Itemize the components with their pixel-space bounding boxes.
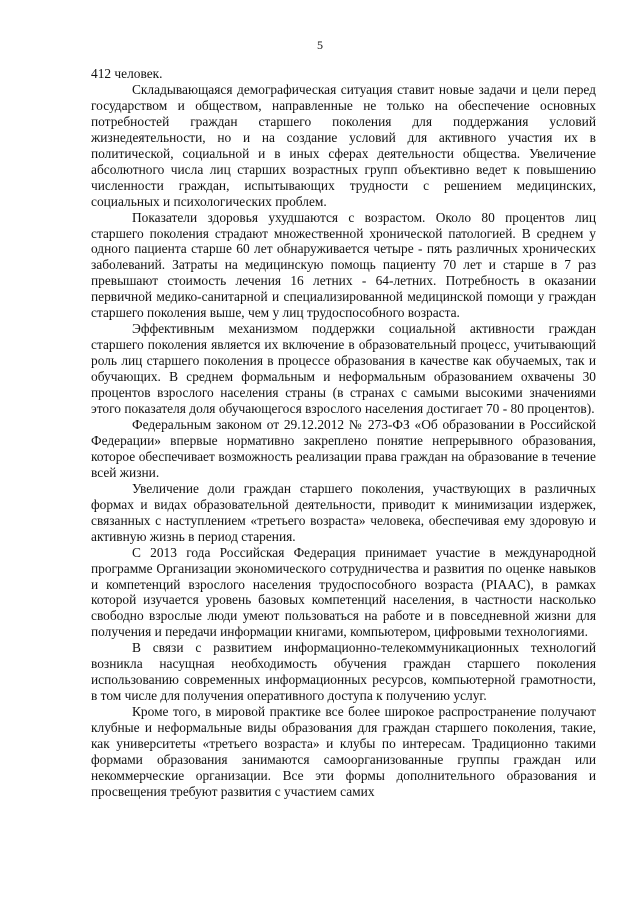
document-body [91, 66, 596, 800]
paragraph-clubs: Кроме того, в мировой практике все более широкое распространение получают клубные и неформальные виды образования для граждан старшего поколения, такие, как университеты «третьего возраста» и клубы по интересам. Традиционно такими формами образования занимаются самоорганизованные группы граждан или некоммерческие организации. Все эти формы дополнительного образования и просвещения требуют развития с участием самих [91, 704, 596, 799]
paragraph-social-activity: Эффективным механизмом поддержки социальной активности граждан старшего поколения является их включение в образовательный процесс, учитывающий роль лиц старшего поколения в процессе образования в качестве как обучаемых, так и обучающих. В среднем формальным и неформальным образованием охвачены 30 процентов взрослого населения страны (в странах с самыми высокими значениями этого показателя доля обучающегося взрослого населения достигает 70 - 80 процентов). [91, 321, 596, 417]
paragraph-health-indicators: Показатели здоровья ухудшаются с возрастом. Около 80 процентов лиц старшего поколения страдают множественной хронической патологией. В среднем у одного пациента старше 60 лет обнаруживается четыре - пять различных хронических заболеваний. Затраты на медицинскую помощь пациенту 70 лет и старше в 7 раз превышают стоимость лечения 16 летних - 64-летних. Потребность в оказании первичной медико-санитарной и специализированной медицинской помощи у граждан старшего поколения выше, чем у лиц трудоспособного возраста. [91, 209, 596, 321]
paragraph-ict: В связи с развитием информационно-телекоммуникационных технологий возникла насущная необходимость обучения граждан старшего поколения использованию современных информационных ресурсов, компьютерной грамотности, в том числе для получения оперативного доступа к получению услуг. [91, 640, 596, 704]
paragraph-federal-law: Федеральным законом от 29.12.2012 № 273-ФЗ «Об образовании в Российской Федерации» впервые нормативно закреплено понятие непрерывного образования, которое обеспечивает возможность реализации права граждан на образование в течение всей жизни. [91, 416, 596, 480]
page-number: 5 [317, 38, 323, 52]
paragraph-continuation: 412 человек. [91, 66, 163, 81]
paragraph-demographic-situation: Складывающаяся демографическая ситуация ставит новые задачи и цели перед государством и обществом, направленные не только на обеспечение основных потребностей граждан старшего поколения для поддержания условий жизнедеятельности, но и на создание условий для активного участия их в политической, социальной и в иных сферах деятельности общества. Увеличение абсолютного числа лиц старших возрастных групп объективно ведет к повышению численности граждан, испытывающих трудности с решением медицинских, социальных и психологических проблем. [91, 81, 596, 209]
paragraph-education-participation: Увеличение доли граждан старшего поколения, участвующих в различных формах и видах образовательной деятельности, приводит к минимизации издержек, связанных с наступлением «третьего возраста» человека, обеспечивая ему здоровую и активную жизнь в период старения. [91, 480, 596, 544]
paragraph-piaac: С 2013 года Российская Федерация принимает участие в международной программе Организации экономического сотрудничества и развития по оценке навыков и компетенций взрослого населения трудоспособного возраста (PIAAC), в рамках которой изучается уровень базовых компетенций населения, в частности насколько свободно взрослые люди умеют пользоваться на работе и в повседневной жизни для получения и передачи информации книгами, компьютером, цифровыми технологиями. [91, 544, 596, 640]
